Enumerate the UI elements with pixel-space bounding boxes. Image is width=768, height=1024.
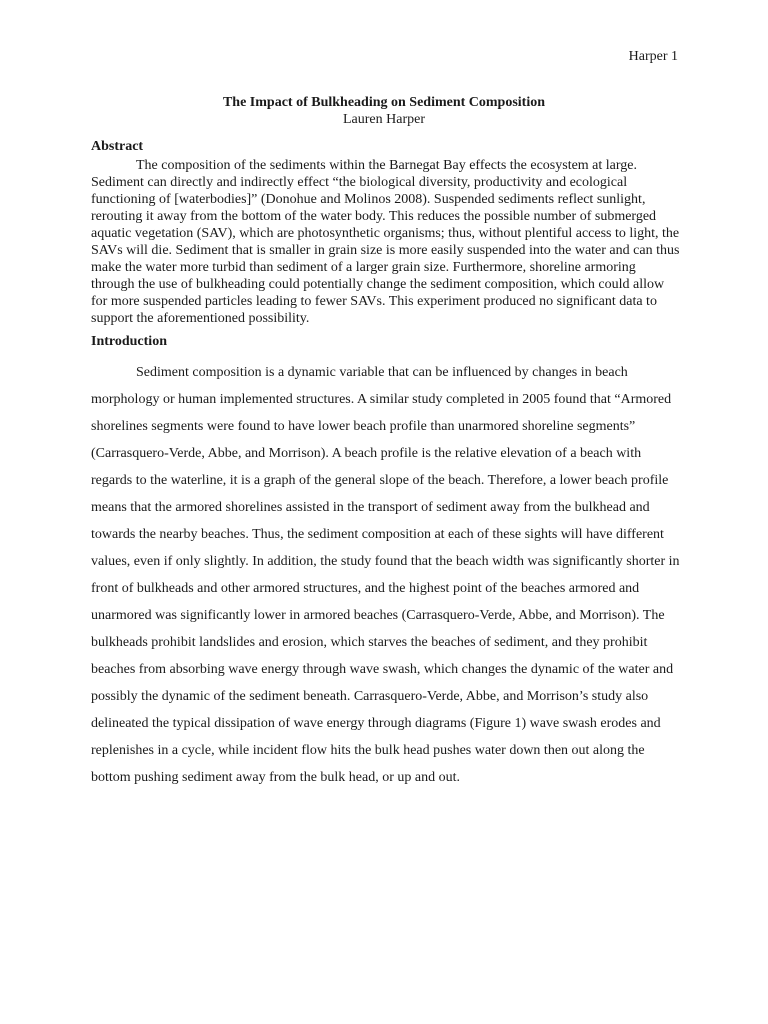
abstract-heading: Abstract — [91, 139, 144, 154]
running-head: Harper 1 — [628, 49, 678, 64]
title-block — [91, 94, 677, 128]
introduction-heading: Introduction — [91, 334, 167, 349]
introduction-paragraph: Sediment composition is a dynamic variable that can be influenced by changes in beach morphology or human implemented structures. A similar study completed in 2005 found that “Armored shorelines segments were found to have lower beach profile than unarmored shoreline segments” (Carrasquero-Verde, Abbe, and Morrison). A beach profile is the relative elevation of a beach with regards to the waterline, it is a graph of the general slope of the beach. Therefore, a lower beach profile means that the armored shorelines assisted in the transport of sediment away from the bulkhead and towards the nearby beaches. Thus, the sediment composition at each of these sights will have different values, even if only slightly. In addition, the study found that the beach width was significantly shorter in front of bulkheads and other armored structures, and the highest point of the beaches armored and unarmored was significantly lower in armored beaches (Carrasquero-Verde, Abbe, and Morrison). The bulkheads prohibit landslides and erosion, which starves the beaches of sediment, and they prohibit beaches from absorbing wave energy through wave swash, which changes the dynamic of the water and possibly the dynamic of the sediment beneath. Carrasquero-Verde, Abbe, and Morrison’s study also delineated the typical dissipation of wave energy through diagrams (Figure 1) wave swash erodes and replenishes in a cycle, while incident flow hits the bulk head pushes water down then out along the bottom pushing sediment away from the bulk head, or up and out. — [91, 365, 680, 785]
paper-title: The Impact of Bulkheading on Sediment Composition — [222, 95, 546, 110]
abstract-paragraph: The composition of the sediments within the Barnegat Bay effects the ecosystem at large. Sediment can directly and indirectly effect “the biological diversity, productivity and ecological functioning of [waterbodies]” (Donohue and Molinos 2008). Suspended sediments reflect sunlight, rerouting it away from the bottom of the water body. This reduces the possible number of submerged aquatic vegetation (SAV), which are photosynthetic organisms; thus, without plentiful access to light, the SAVs will die. Sediment that is smaller in grain size is more easily suspended into the water and can thus make the water more turbid than sediment of a larger grain size. Furthermore, shoreline armoring through the use of bulkheading could potentially change the sediment composition, which could allow for more suspended particles leading to fewer SAVs. This experiment produced no significant data to support the aforementioned possibility. — [91, 158, 680, 326]
author-name: Lauren Harper — [342, 112, 425, 127]
